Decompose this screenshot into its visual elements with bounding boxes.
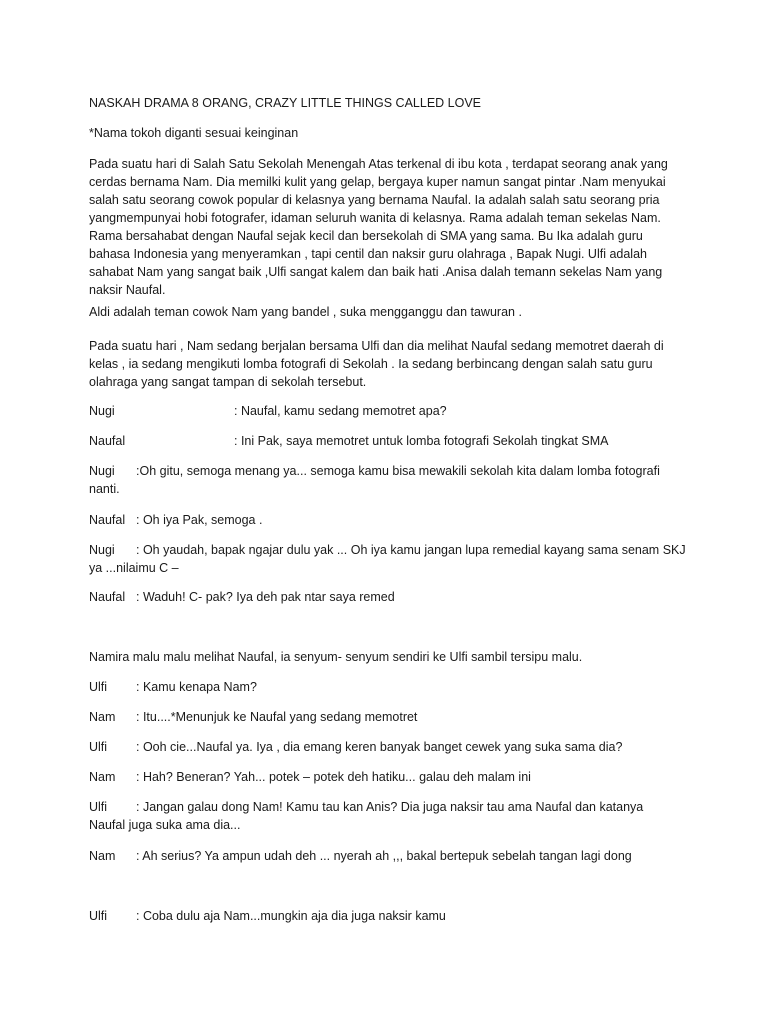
speaker-name: Ulfi: [89, 800, 108, 814]
aldi-paragraph: Aldi adalah teman cowok Nam yang bandel , suka mengganggu dan tawuran .: [89, 305, 522, 319]
dialog-text: : Hah? Beneran? Yah... potek – potek deh hatiku... galau deh malam ini: [136, 770, 531, 784]
dialog-text: : Kamu kenapa Nam?: [136, 680, 257, 694]
dialog-continuation: Naufal juga suka ama dia...: [89, 818, 241, 832]
namira-paragraph: Namira malu malu melihat Naufal, ia senyum- senyum sendiri ke Ulfi sambil tersipu malu.: [89, 650, 583, 664]
dialog-text: : Itu....*Menunjuk ke Naufal yang sedang memotret: [136, 710, 418, 724]
dialog-text: :Oh gitu, semoga menang ya... semoga kamu bisa mewakili sekolah kita dalam lomba fotografi: [136, 464, 660, 478]
intro-paragraph: Pada suatu hari di Salah Satu Sekolah Menengah Atas terkenal di ibu kota , terdapat seorang anak yang cerdas bernama Nam. Dia memilki kulit yang gelap, bergaya kuper namun sangat pintar .Nam menyukai salah satu seorang cowok popular di kelasnya yang bernama Naufal. Ia adalah salah satu seorang pria yangmempunyai hobi fotografer, idaman seluruh wanita di kelasnya. Rama adalah teman sekelas Nam. Rama bersahabat dengan Naufal sejak kecil dan bersekolah di SMA yang sama. Bu Ika adalah guru bahasa Indonesia yang menyeramkan , tapi centil dan naksir guru olahraga , Bapak Nugi. Ulfi adalah sahabat Nam yang sangat baik ,Ulfi sangat kalem dan baik hati .Anisa dalah temann sekelas Nam yang naksir Naufal.: [89, 157, 668, 297]
speaker-name: Naufal: [89, 513, 126, 527]
dialog-line: [89, 588, 395, 606]
dialog-continuation: ya ...nilaimu C –: [89, 561, 179, 575]
dialog-line: [89, 847, 632, 865]
scene-paragraph: Pada suatu hari , Nam sedang berjalan bersama Ulfi dan dia melihat Naufal sedang memotret daerah di kelas , ia sedang mengikuti lomba fotografi di Sekolah . Ia sedang berbincang dengan salah satu guru olahraga yang sangat tampan di sekolah tersebut.: [89, 339, 664, 389]
dialog-line: [89, 541, 686, 577]
dialog-line: [89, 432, 609, 450]
speaker-name: Nam: [89, 770, 116, 784]
dialog-line: [89, 462, 660, 498]
dialog-line: [89, 708, 417, 726]
speaker-name: Ulfi: [89, 740, 108, 754]
dialog-line: [89, 798, 643, 834]
speaker-name: Nugi: [89, 404, 115, 418]
dialog-text: : Coba dulu aja Nam...mungkin aja dia juga naksir kamu: [136, 909, 446, 923]
speaker-name: Ulfi: [89, 680, 108, 694]
dialog-text: : Ah serius? Ya ampun udah deh ... nyerah ah ,,, bakal bertepuk sebelah tangan lagi dong: [136, 849, 632, 863]
speaker-name: Naufal: [89, 590, 126, 604]
dialog-text: : Oh iya Pak, semoga .: [136, 513, 263, 527]
dialog-text: : Waduh! C- pak? Iya deh pak ntar saya remed: [136, 590, 395, 604]
dialog-line: [89, 678, 257, 696]
dialog-continuation: nanti.: [89, 482, 120, 496]
dialog-line: [89, 738, 622, 756]
cast-note: *Nama tokoh diganti sesuai keinginan: [89, 126, 299, 140]
dialog-text: : Jangan galau dong Nam! Kamu tau kan Anis? Dia juga naksir tau ama Naufal dan katanya: [136, 800, 644, 814]
speaker-name: Nugi: [89, 543, 115, 557]
dialog-line: [89, 511, 262, 529]
dialog-line: [89, 768, 531, 786]
dialog-text: : Naufal, kamu sedang memotret apa?: [234, 404, 447, 418]
speaker-name: Nugi: [89, 464, 115, 478]
dialog-line: [89, 402, 447, 420]
dialog-text: : Ooh cie...Naufal ya. Iya , dia emang keren banyak banget cewek yang suka sama dia?: [136, 740, 623, 754]
document-title: NASKAH DRAMA 8 ORANG, CRAZY LITTLE THINGS CALLED LOVE: [89, 96, 482, 110]
speaker-name: Nam: [89, 710, 116, 724]
speaker-name: Naufal: [89, 434, 126, 448]
dialog-text: : Ini Pak, saya memotret untuk lomba fotografi Sekolah tingkat SMA: [234, 434, 609, 448]
speaker-name: Ulfi: [89, 909, 108, 923]
dialog-line: [89, 907, 446, 925]
speaker-name: Nam: [89, 849, 116, 863]
dialog-text: : Oh yaudah, bapak ngajar dulu yak ... Oh iya kamu jangan lupa remedial kayang sama senam SKJ: [136, 543, 686, 557]
